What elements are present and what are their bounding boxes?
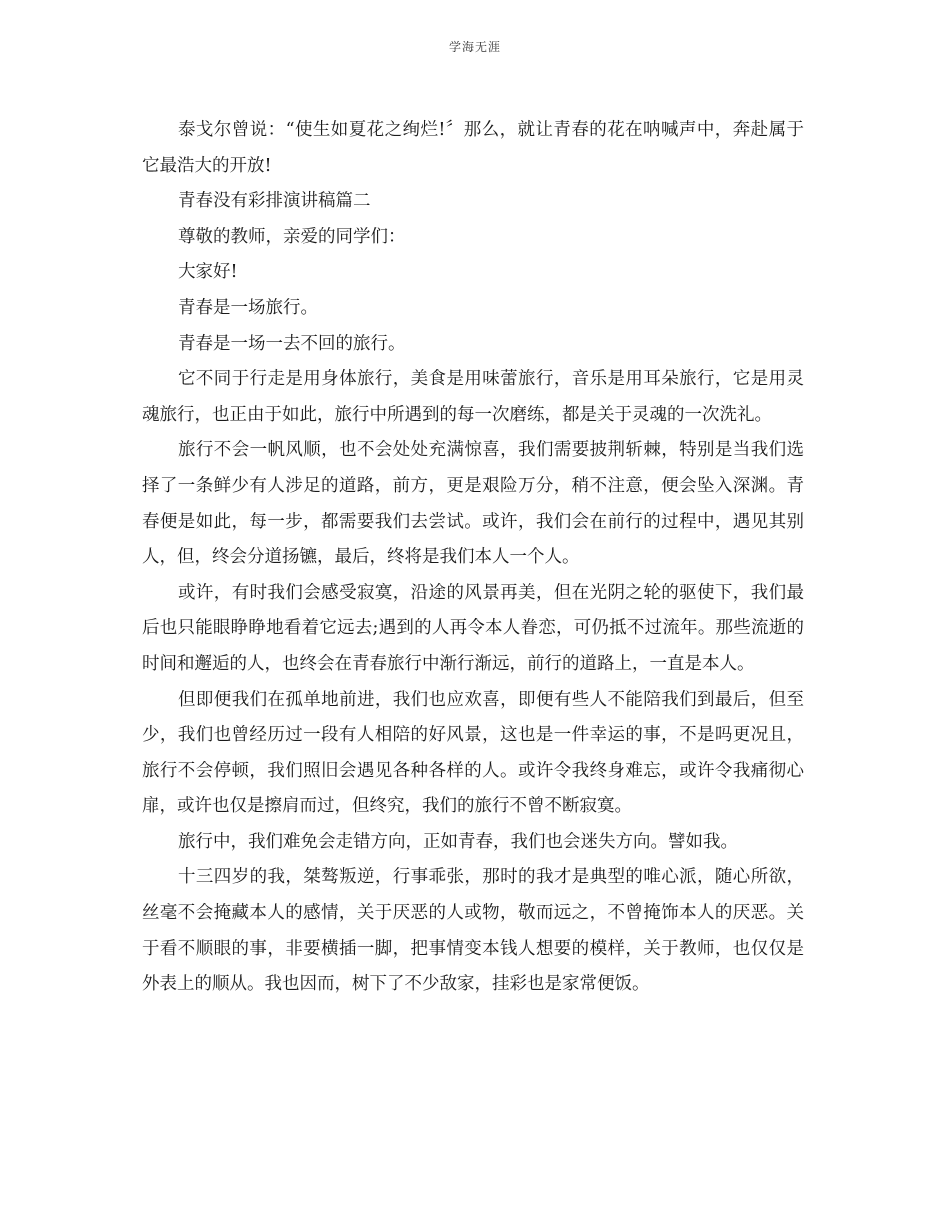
paragraph: 青春是一场旅行。	[178, 297, 318, 318]
paragraph: 青春是一场一去不回的旅行。	[178, 333, 406, 354]
paragraph: 旅行不会一帆风顺，也不会处处充满惊喜，我们需要披荆斩棘，特别是当我们选择了一条鲜少有人涉足的道路，前方，更是艰险万分，稍不注意，便会坠入深渊。青春便是如此，每一步，都需要我们去尝试。或许，我们会在前行的过程中，遇见其别人，但，终会分道扬镳，最后，终将是我们本人一个人。	[142, 440, 804, 568]
salutation: 尊敬的教师，亲爱的同学们：	[178, 226, 406, 247]
paragraph: 它不同于行走是用身体旅行，美食是用味蕾旅行，音乐是用耳朵旅行，它是用灵魂旅行，也正由于如此，旅行中所遇到的每一次磨练，都是关于灵魂的一次洗礼。	[142, 369, 804, 425]
paragraph: 泰戈尔曾说：“使生如夏花之绚烂!〞那么，就让青春的花在呐喊声中，奔赴属于它最浩大的开放!	[142, 120, 804, 176]
paragraph: 旅行中，我们难免会走错方向，正如青春，我们也会迷失方向。譬如我。	[178, 831, 738, 852]
document-body	[142, 113, 804, 1003]
page-header: 学海无涯	[448, 40, 501, 54]
paragraph: 或许，有时我们会感受寂寞，沿途的风景再美，但在光阴之轮的驱使下，我们最后也只能眼睁睁地看着它远去;遇到的人再令本人眷恋，可仍抵不过流年。那些流逝的时间和邂逅的人，也终会在青春旅行中渐行渐远，前行的道路上，一直是本人。	[142, 582, 804, 674]
paragraph: 十三四岁的我，桀骜叛逆，行事乖张，那时的我才是典型的唯心派，随心所欲，丝毫不会掩藏本人的感情，关于厌恶的人或物，敬而远之，不曾掩饰本人的厌恶。关于看不顺眼的事，非要横插一脚，把事情变本钱人想要的模样，关于教师，也仅仅是外表上的顺从。我也因而，树下了不少敌家，挂彩也是家常便饭。	[142, 867, 804, 995]
paragraph: 但即便我们在孤单地前进，我们也应欢喜，即便有些人不能陪我们到最后，但至少，我们也曾经历过一段有人相陪的好风景，这也是一件幸运的事，不是吗更况且，旅行不会停顿，我们照旧会遇见各种各样的人。或许令我终身难忘，或许令我痛彻心扉，或许也仅是擦肩而过，但终究，我们的旅行不曾不断寂寞。	[142, 689, 804, 817]
greeting: 大家好!	[178, 262, 238, 283]
section-title: 青春没有彩排演讲稿篇二	[178, 191, 371, 212]
